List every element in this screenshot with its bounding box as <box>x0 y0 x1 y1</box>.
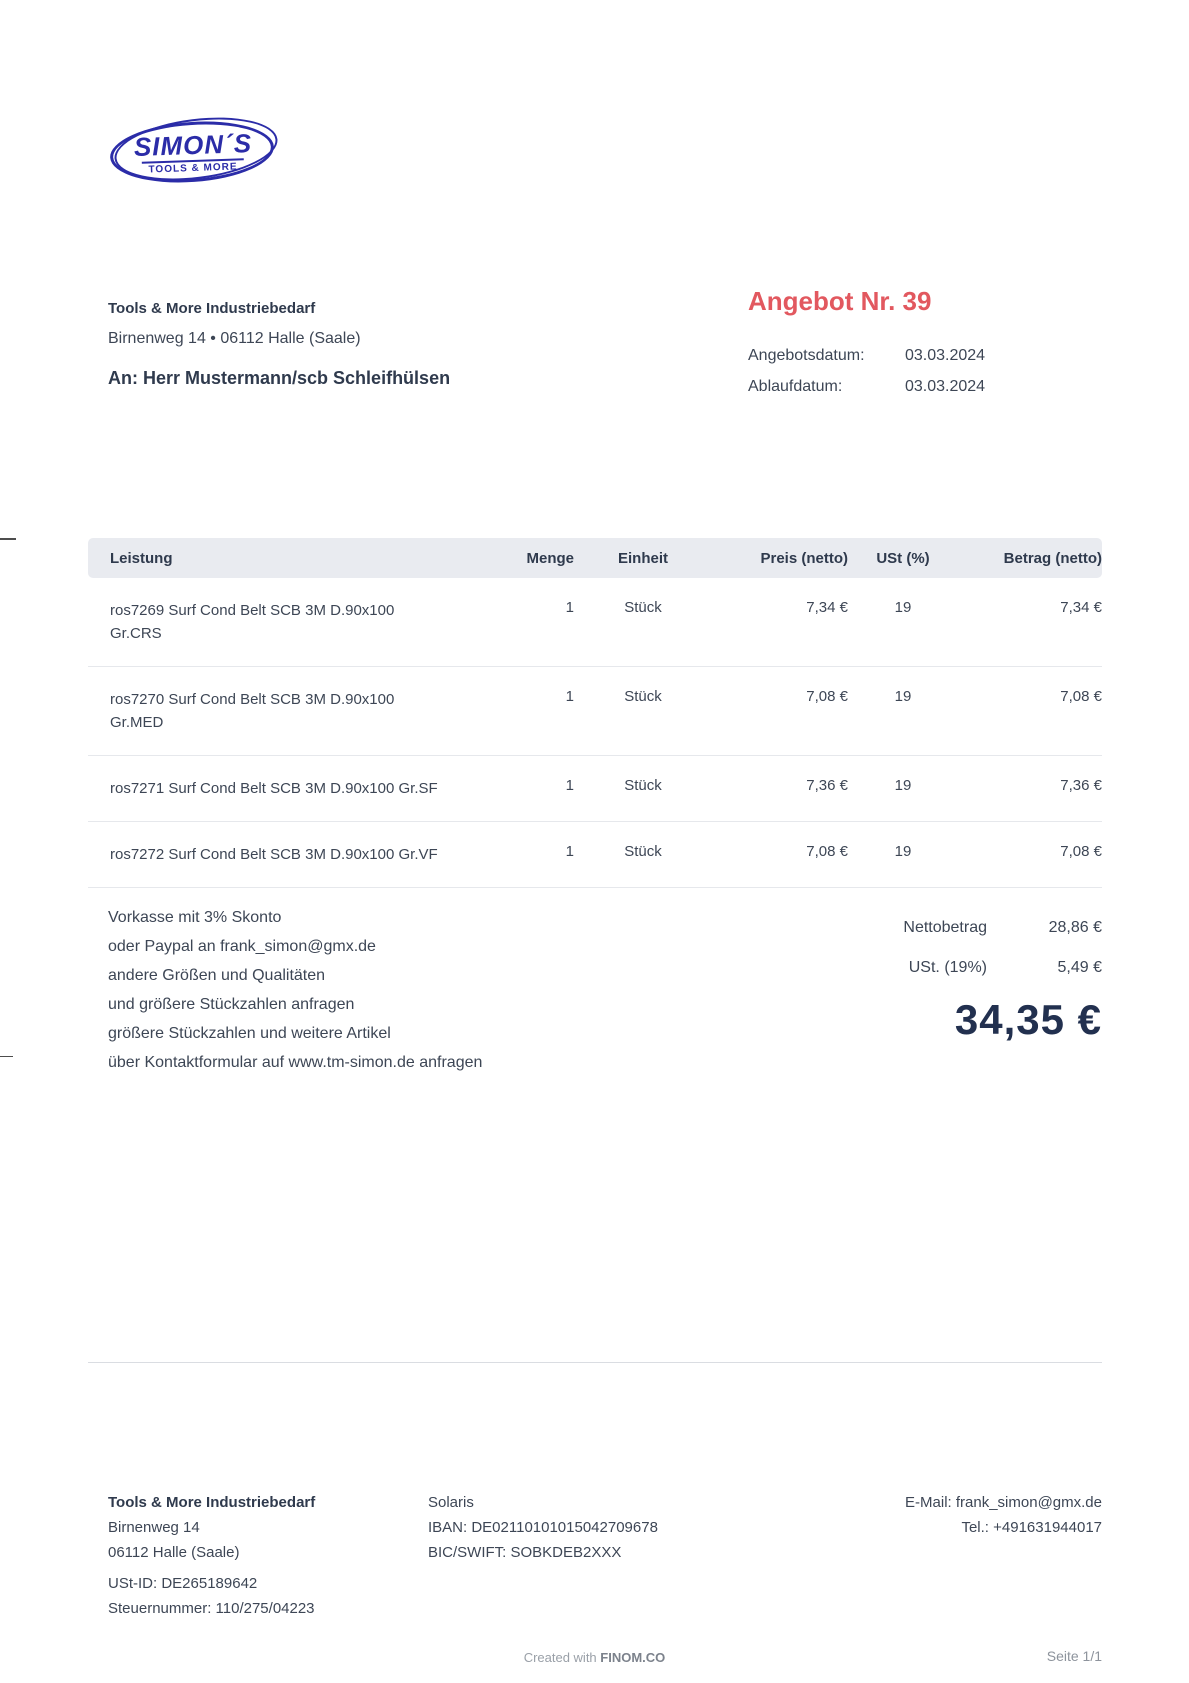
note-line: über Kontaktformular auf www.tm-simon.de anfragen <box>108 1054 483 1071</box>
sender-address: Birnenweg 14 • 06112 Halle (Saale) <box>108 330 361 347</box>
payment-notes <box>108 903 482 1077</box>
footer-company-block <box>108 1490 315 1621</box>
item-description-line1: ros7269 Surf Cond Belt SCB 3M D.90x100 <box>110 602 395 619</box>
item-unit: Stück <box>624 599 662 616</box>
item-unit: Stück <box>624 843 662 860</box>
item-unit: Stück <box>624 688 662 705</box>
footer-bank-name: Solaris <box>428 1494 474 1511</box>
company-logo <box>108 118 278 188</box>
note-line: und größere Stückzahlen anfragen <box>108 996 355 1013</box>
column-header-betrag: Betrag (netto) <box>1003 549 1102 567</box>
item-amount: 7,08 € <box>1060 843 1102 860</box>
note-line: Vorkasse mit 3% Skonto <box>108 909 282 926</box>
note-line: größere Stückzahlen und weitere Artikel <box>108 1025 391 1042</box>
page-number: Seite 1/1 <box>1046 1648 1102 1664</box>
item-amount: 7,08 € <box>1060 688 1102 705</box>
offer-date-label: Ablaufdatum: <box>748 377 843 395</box>
offer-date-value: 03.03.2024 <box>905 377 986 395</box>
table-header-row <box>88 538 1102 578</box>
column-header-preis: Preis (netto) <box>760 549 848 567</box>
fold-mark-top <box>0 538 16 540</box>
item-vat: 19 <box>894 688 912 705</box>
column-header-menge: Menge <box>526 549 574 567</box>
footer-company-street: Birnenweg 14 <box>108 1519 200 1536</box>
footer-vat-id: USt-ID: DE265189642 <box>108 1575 258 1592</box>
footer-divider <box>88 1362 1102 1363</box>
column-header-ust: USt (%) <box>876 549 930 567</box>
net-total-label: Nettobetrag <box>903 919 987 936</box>
item-description <box>88 599 478 645</box>
offer-date-label: Angebotsdatum: <box>748 346 865 364</box>
table-row <box>88 822 1102 888</box>
fold-mark-bottom <box>0 1056 13 1057</box>
offer-title: Angebot Nr. 39 <box>748 286 932 316</box>
recipient-line: An: Herr Mustermann/scb Schleifhülsen <box>108 368 451 388</box>
offer-date-row <box>748 340 985 371</box>
item-description <box>88 843 478 866</box>
sender-name: Tools & More Industriebedarf <box>108 300 316 317</box>
item-price: 7,36 € <box>806 777 848 794</box>
offer-date-row <box>748 371 985 402</box>
item-vat: 19 <box>894 843 912 860</box>
item-description-line1: ros7271 Surf Cond Belt SCB 3M D.90x100 Gr.SF <box>110 780 438 797</box>
table-row <box>88 578 1102 667</box>
item-unit: Stück <box>624 777 662 794</box>
grand-total-value: 34,35 € <box>954 996 1102 1043</box>
item-price: 7,34 € <box>806 599 848 616</box>
footer-company-name: Tools & More Industriebedarf <box>108 1494 316 1511</box>
item-amount: 7,36 € <box>1060 777 1102 794</box>
footer-bank-iban: IBAN: DE02110101015042709678 <box>428 1519 658 1536</box>
offer-date-value: 03.03.2024 <box>905 346 986 364</box>
item-price: 7,08 € <box>806 688 848 705</box>
logo-tagline: TOOLS & MORE <box>142 158 244 176</box>
note-line: andere Größen und Qualitäten <box>108 967 326 984</box>
vat-total-row <box>903 948 1102 988</box>
item-quantity: 1 <box>565 688 574 705</box>
created-with-brand: FINOM.CO <box>600 1650 666 1665</box>
vat-total-label: USt. (19%) <box>908 959 987 976</box>
footer-contact-block <box>905 1490 1102 1540</box>
item-description-line2: Gr.CRS <box>110 625 162 642</box>
item-quantity: 1 <box>565 843 574 860</box>
logo-wordmark: SIMON´S <box>133 127 253 163</box>
item-vat: 19 <box>894 599 912 616</box>
item-description-line1: ros7270 Surf Cond Belt SCB 3M D.90x100 <box>110 691 395 708</box>
table-row <box>88 756 1102 822</box>
offer-dates <box>748 340 985 402</box>
item-quantity: 1 <box>565 599 574 616</box>
footer-phone: Tel.: +491631944017 <box>961 1519 1102 1536</box>
created-with-text: Created with <box>523 1650 597 1665</box>
footer-bank-block <box>428 1490 658 1565</box>
note-line: oder Paypal an frank_simon@gmx.de <box>108 938 376 955</box>
footer-company-city: 06112 Halle (Saale) <box>108 1544 240 1561</box>
net-total-value: 28,86 € <box>1048 919 1102 936</box>
totals-block <box>903 908 1102 1044</box>
footer-bank-bic: BIC/SWIFT: SOBKDEB2XXX <box>428 1544 622 1561</box>
vat-total-value: 5,49 € <box>1057 959 1102 976</box>
item-description <box>88 777 478 800</box>
item-description <box>88 688 478 734</box>
item-vat: 19 <box>894 777 912 794</box>
item-amount: 7,34 € <box>1060 599 1102 616</box>
column-header-leistung: Leistung <box>110 549 173 567</box>
item-description-line2: Gr.MED <box>110 714 164 731</box>
table-row <box>88 667 1102 756</box>
item-price: 7,08 € <box>806 843 848 860</box>
net-total-row <box>903 908 1102 948</box>
created-with-line <box>0 1650 1189 1665</box>
item-description-line1: ros7272 Surf Cond Belt SCB 3M D.90x100 Gr.VF <box>110 846 438 863</box>
column-header-einheit: Einheit <box>617 549 668 567</box>
footer-tax-number: Steuernummer: 110/275/04223 <box>108 1600 315 1617</box>
footer-email: E-Mail: frank_simon@gmx.de <box>905 1494 1102 1511</box>
items-table <box>88 538 1102 888</box>
item-quantity: 1 <box>565 777 574 794</box>
